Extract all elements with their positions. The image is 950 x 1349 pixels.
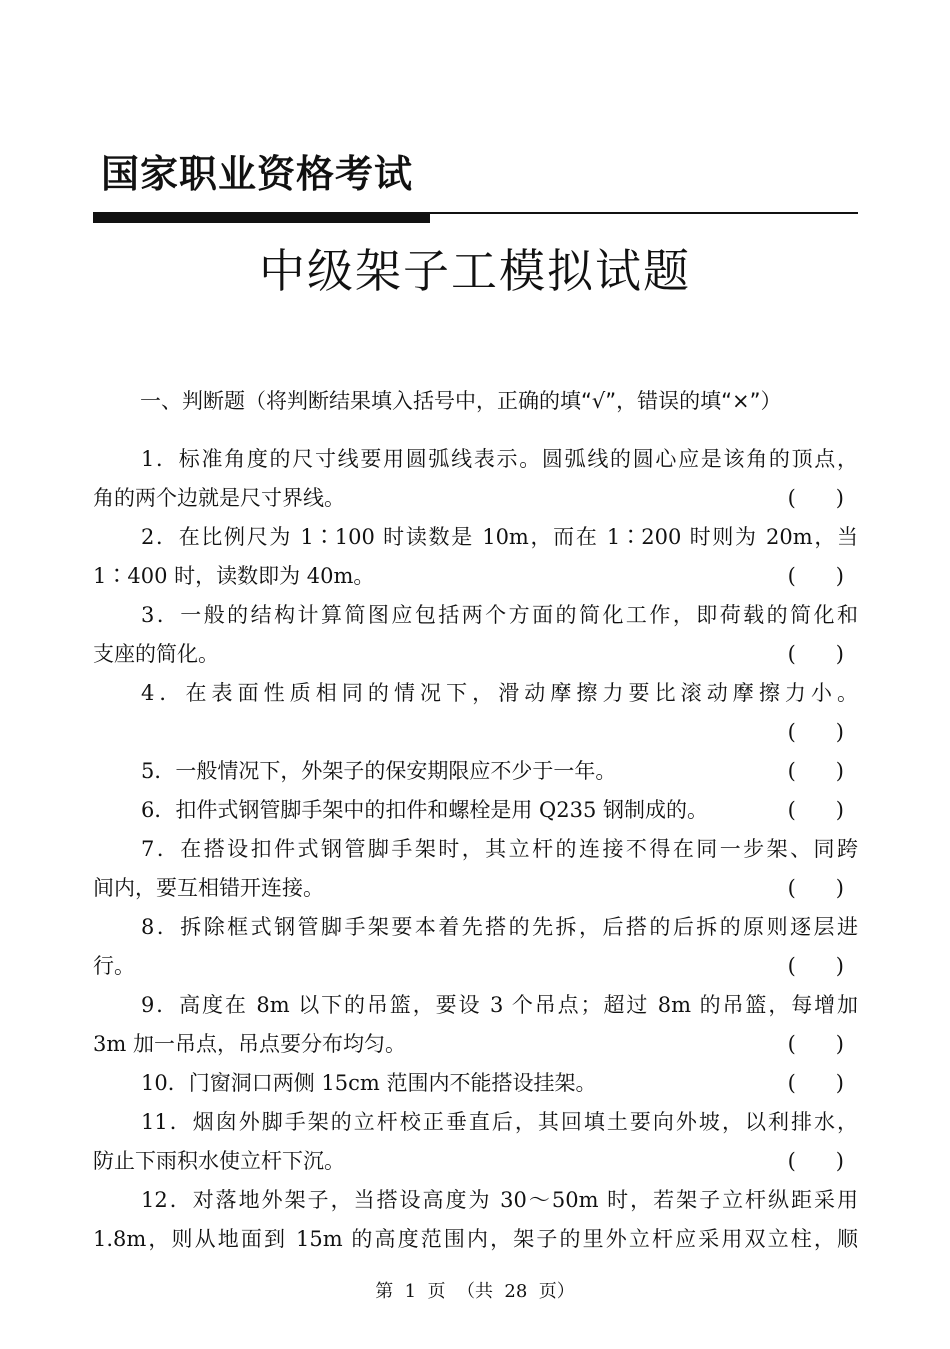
question-text-line: 11．烟囱外脚手架的立杆校正垂直后，其回填土要向外坡，以利排水， bbox=[141, 1110, 858, 1134]
question-item bbox=[93, 596, 858, 674]
question-item bbox=[93, 1103, 858, 1181]
question-answer-line bbox=[93, 635, 858, 674]
question-text-line: 2．在比例尺为 1∶100 时读数是 10m，而在 1∶200 时则为 20m，当 bbox=[141, 525, 858, 549]
question-answer-line bbox=[93, 1142, 858, 1181]
question-item bbox=[93, 440, 858, 518]
question-text-line: 1．标准角度的尺寸线要用圆弧线表示。圆弧线的圆心应是该角的顶点， bbox=[141, 447, 858, 471]
answer-parentheses[interactable]: ( ) bbox=[787, 798, 844, 822]
question-text-line: 防止下雨积水使立杆下沉。 bbox=[93, 1149, 345, 1173]
answer-parentheses[interactable]: ( ) bbox=[787, 759, 844, 783]
answer-parentheses[interactable]: ( ) bbox=[787, 954, 844, 978]
question-item bbox=[93, 1064, 858, 1103]
question-item bbox=[93, 908, 858, 986]
question-answer-line bbox=[93, 1025, 858, 1064]
question-item bbox=[93, 1181, 858, 1259]
answer-parentheses[interactable]: ( ) bbox=[787, 1071, 844, 1095]
section-heading: 一、判断题（将判断结果填入括号中，正确的填“√”，错误的填“×”） bbox=[140, 389, 782, 413]
question-text-line: 7．在搭设扣件式钢管脚手架时，其立杆的连接不得在同一步架、同跨 bbox=[141, 837, 858, 861]
question-item bbox=[93, 830, 858, 908]
question-answer-line bbox=[93, 752, 858, 791]
question-item bbox=[93, 518, 858, 596]
question-text-line: 行。 bbox=[93, 954, 135, 978]
question-text-line: 3．一般的结构计算简图应包括两个方面的简化工作，即荷载的简化和 bbox=[141, 603, 858, 627]
question-text-line: 支座的简化。 bbox=[93, 642, 219, 666]
question-text-line: 9．高度在 8m 以下的吊篮，要设 3 个吊点；超过 8m 的吊篮，每增加 bbox=[141, 993, 858, 1017]
question-text-line: 3m 加一吊点，吊点要分布均匀。 bbox=[93, 1032, 406, 1056]
header-rule-thin bbox=[430, 212, 858, 214]
header-rule-thick bbox=[93, 212, 430, 223]
question-text-line: 4．在表面性质相同的情况下，滑动摩擦力要比滚动摩擦力小。 bbox=[141, 681, 858, 705]
answer-parentheses[interactable]: ( ) bbox=[787, 642, 844, 666]
question-text-line: 角的两个边就是尺寸界线。 bbox=[93, 486, 345, 510]
answer-parentheses[interactable]: ( ) bbox=[787, 486, 844, 510]
question-item bbox=[93, 791, 858, 830]
answer-parentheses[interactable]: ( ) bbox=[787, 876, 844, 900]
question-answer-line bbox=[93, 557, 858, 596]
question-text-line: 12．对落地外架子，当搭设高度为 30～50m 时，若架子立杆纵距采用 bbox=[141, 1188, 858, 1212]
answer-parentheses[interactable]: ( ) bbox=[787, 1149, 844, 1173]
answer-parentheses[interactable]: ( ) bbox=[787, 720, 844, 744]
question-answer-line bbox=[93, 791, 858, 830]
question-text-line: 8．拆除框式钢管脚手架要本着先搭的先拆，后搭的后拆的原则逐层进 bbox=[141, 915, 858, 939]
question-list bbox=[93, 440, 858, 1259]
question-text-line: 1∶400 时，读数即为 40m。 bbox=[93, 564, 375, 588]
question-text-line: 6．扣件式钢管脚手架中的扣件和螺栓是用 Q235 钢制成的。 bbox=[141, 798, 709, 822]
question-item bbox=[93, 752, 858, 791]
question-text-line: 1.8m，则从地面到 15m 的高度范围内，架子的里外立杆应采用双立柱，顺 bbox=[93, 1227, 858, 1251]
exam-header-title: 国家职业资格考试 bbox=[101, 152, 414, 196]
question-text-line: 5．一般情况下，外架子的保安期限应不少于一年。 bbox=[141, 759, 617, 783]
question-answer-line bbox=[93, 479, 858, 518]
question-answer-line bbox=[93, 713, 858, 752]
question-text-line: 间内，要互相错开连接。 bbox=[93, 876, 324, 900]
answer-parentheses[interactable]: ( ) bbox=[787, 564, 844, 588]
question-item bbox=[93, 674, 858, 752]
page-footer: 第 1 页 （共 28 页） bbox=[375, 1281, 575, 1302]
document-title: 中级架子工模拟试题 bbox=[259, 244, 691, 298]
question-answer-line bbox=[93, 1064, 858, 1103]
question-answer-line bbox=[93, 947, 858, 986]
question-text-line: 10．门窗洞口两侧 15cm 范围内不能搭设挂架。 bbox=[141, 1071, 597, 1095]
question-answer-line bbox=[93, 869, 858, 908]
question-item bbox=[93, 986, 858, 1064]
answer-parentheses[interactable]: ( ) bbox=[787, 1032, 844, 1056]
